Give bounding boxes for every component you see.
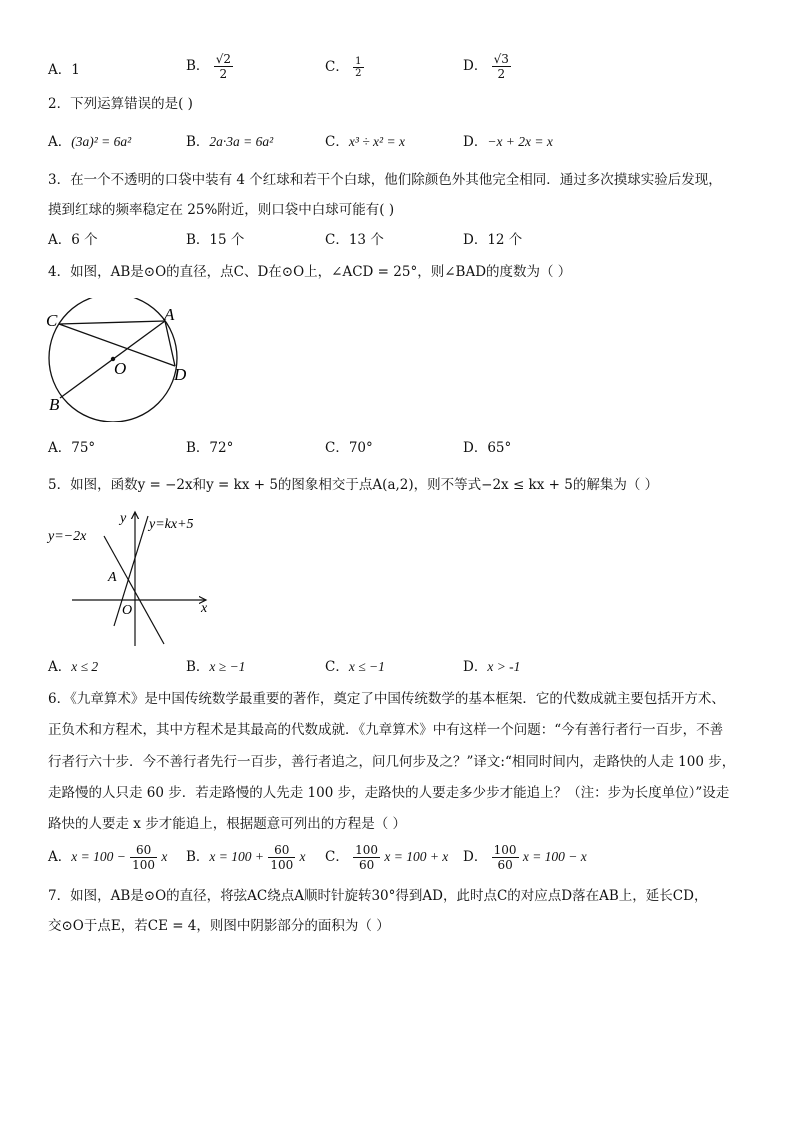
q5-stem: 5．如图，函数y = −2x和y = kx + 5的图象相交于点A(a,2)，则不等式−2x ≤ kx + 5的解集为（ ） [48,477,659,493]
q3-option-c[interactable]: C．13 个 [325,232,384,248]
q6-line5: 路快的人要走 x 步才能追上，根据题意可列出的方程是（ ） [48,816,406,832]
label-c: C [46,311,58,330]
q6-line1: 6．《九章算术》是中国传统数学最重要的著作，奠定了中国传统数学的基本框架．它的代数成就主要包括开方术、 [48,691,725,707]
fraction: $\frac{60}{100}$ [132,843,156,872]
label-a: A [164,305,175,324]
label-x: x [201,601,208,616]
fraction: $\frac{100}{60}$ [493,843,517,872]
q3-stem-line1: 3．在一个不透明的口袋中装有 4 个红球和若干个白球，他们除颜色外其他完全相同．通过多次摸球实验后发现， [48,172,722,188]
q4-option-c[interactable]: C．70° [325,440,373,456]
q6-option-c[interactable]: C． $\frac{100}{60}$ x = 100 + x [325,843,449,872]
label-o: O [122,603,133,618]
q4-option-a[interactable]: A．75° [48,440,96,456]
q3-stem-line2: 摸到红球的频率稳定在 25%附近，则口袋中白球可能有( ) [48,202,395,218]
q7-line2: 交⊙O于点E，若CE = 4，则图中阴影部分的面积为（ ） [48,918,390,934]
label-b: B [49,395,60,414]
q2-option-a[interactable]: A．(3a)² = 6a² [48,134,132,150]
q4-option-b[interactable]: B．72° [186,440,234,456]
q4-option-d[interactable]: D．65° [463,440,512,456]
q3-option-d[interactable]: D．12 个 [463,232,523,248]
q4-stem: 4．如图，AB是⊙O的直径，点C、D在⊙O上，∠ACD = 25°，则∠BAD的度数为（ ） [48,264,572,280]
fraction: $\frac{100}{60}$ [355,843,379,872]
fraction: $\frac{√2}{2}$ [215,52,231,81]
chord-ca [59,321,165,324]
q5-option-c[interactable]: C．x ≤ −1 [325,659,385,675]
q6-option-b[interactable]: B．x = 100 + $\frac{60}{100}$ x [186,843,306,872]
label-y: y [120,511,127,526]
label-line1: y=−2x [48,529,87,544]
label-a: A [108,570,117,585]
q6-option-a[interactable]: A．x = 100 − $\frac{60}{100}$ x [48,843,168,872]
q1-option-d[interactable]: D． $\frac{√3}{2}$ [463,52,509,81]
q6-option-d[interactable]: D． $\frac{100}{60}$ x = 100 − x [463,843,587,872]
q5-option-a[interactable]: A．x ≤ 2 [48,659,99,675]
label-o: O [114,359,127,378]
fraction: $\frac{60}{100}$ [270,843,294,872]
q2-option-b[interactable]: B．2a·3a = 6a² [186,134,274,150]
q6-line3: 行者行六十步．今不善行者先行一百步，善行者追之，问几何步及之？”译文:“相同时间内，走路快的人走 100 步， [48,754,736,770]
q5-option-b[interactable]: B．x ≥ −1 [186,659,246,675]
line-y-neg2x [104,536,164,644]
q1-option-c[interactable]: C． $\frac{1}{2}$ [325,56,362,79]
fraction: $\frac{√3}{2}$ [493,52,509,81]
q1-option-b[interactable]: B． $\frac{√2}{2}$ [186,52,231,81]
label-d: D [174,365,187,384]
label-line2: y=kx+5 [149,517,194,532]
q3-option-a[interactable]: A．6 个 [48,232,98,248]
q3-option-b[interactable]: B．15 个 [186,232,245,248]
q1-option-a[interactable]: A．1 [48,62,80,78]
q5-option-d[interactable]: D．x > -1 [463,659,521,675]
q2-stem: 2．下列运算错误的是( ) [48,96,193,112]
q6-line4: 走路慢的人只走 60 步．若走路慢的人先走 100 步，走路快的人要走多少步才能追上？（注：步为长度单位）”设走 [48,785,730,801]
q6-line2: 正负术和方程术，其中方程术是其最高的代数成就．《九章算术》中有这样一个问题：“今有善行者行一百步，不善 [48,722,724,738]
q4-circle-figure [40,298,200,422]
q2-option-c[interactable]: C．x³ ÷ x² = x [325,134,405,150]
q2-option-d[interactable]: D．−x + 2x = x [463,134,553,150]
q7-line1: 7．如图，AB是⊙O的直径，将弦AC绕点A顺时针旋转30°得到AD，此时点C的对应点D落在AB上，延长CD， [48,888,708,904]
fraction: $\frac{1}{2}$ [355,56,362,79]
q5-graph-figure [44,506,224,651]
